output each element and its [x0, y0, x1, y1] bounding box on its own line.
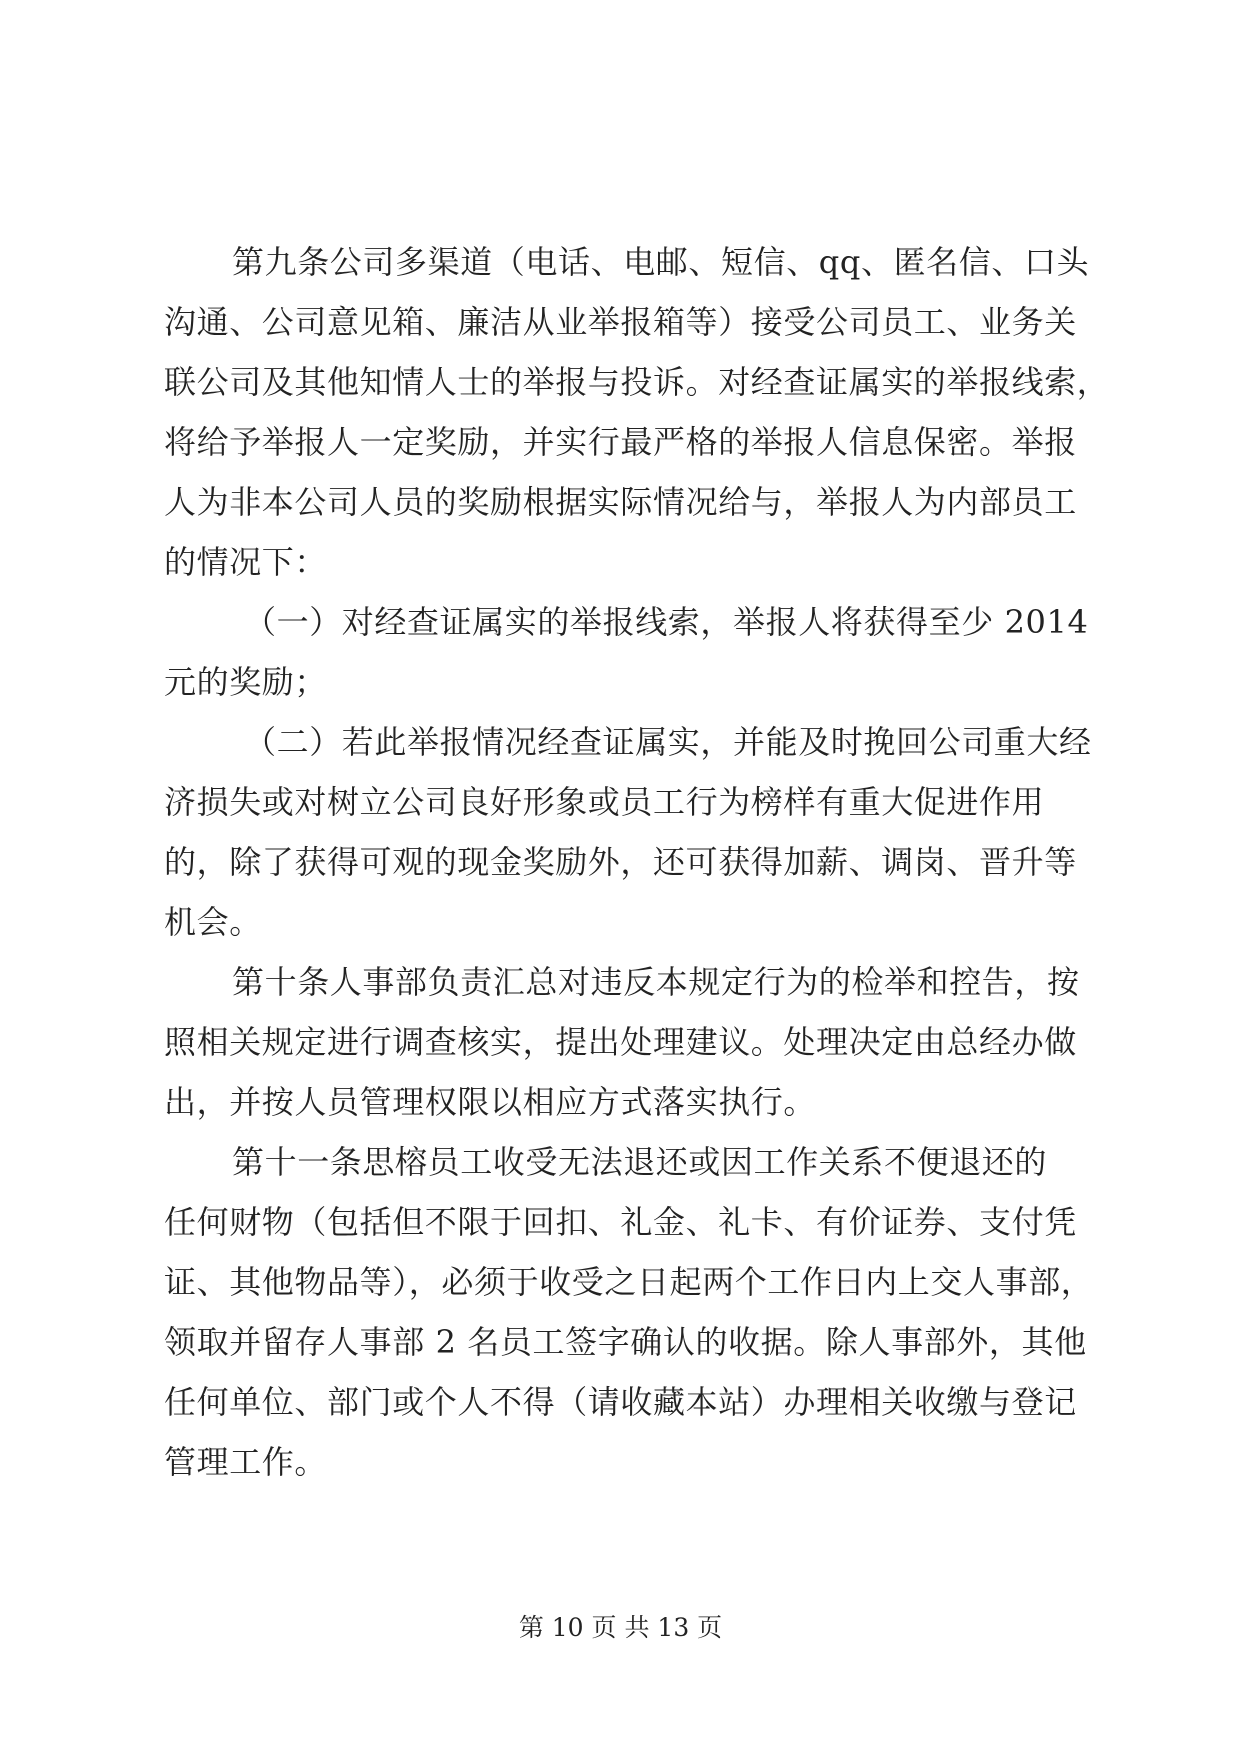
clause-1-line-2: 元的奖励；: [164, 663, 328, 701]
article-11-line-3: 证、其他物品等），必须于收受之日起两个工作日内上交人事部，: [164, 1263, 1094, 1301]
article-10-line-3: 出，并按人员管理权限以相应方式落实执行。: [164, 1083, 817, 1121]
article-9-line-5: 人为非本公司人员的奖励根据实际情况给与，举报人为内部员工: [164, 483, 1077, 521]
clause-2-line-3: 的，除了获得可观的现金奖励外，还可获得加薪、调岗、晋升等: [164, 843, 1077, 881]
article-9-line-6: 的情况下：: [164, 543, 328, 581]
clause-2-line-1: （二）若此举报情况经查证属实，并能及时挽回公司重大经: [244, 723, 1092, 761]
article-11-line-4: 领取并留存人事部 2 名员工签字确认的收据。除人事部外，其他: [164, 1323, 1087, 1361]
article-9-line-3: 联公司及其他知情人士的举报与投诉。对经查证属实的举报线索，: [164, 363, 1110, 401]
article-10-line-2: 照相关规定进行调查核实，提出处理建议。处理决定由总经办做: [164, 1023, 1077, 1061]
article-11-line-6: 管理工作。: [164, 1443, 328, 1481]
article-11-line-5: 任何单位、部门或个人不得（请收藏本站）办理相关收缴与登记: [164, 1383, 1077, 1421]
page-footer: 第 10 页 共 13 页: [518, 1613, 723, 1642]
article-9-line-2: 沟通、公司意见箱、廉洁从业举报箱等）接受公司员工、业务关: [164, 303, 1077, 341]
clause-1-line-1: （一）对经查证属实的举报线索，举报人将获得至少 2014: [244, 603, 1089, 641]
document-body: [164, 232, 1110, 1492]
article-9-line-4: 将给予举报人一定奖励，并实行最严格的举报人信息保密。举报: [164, 423, 1077, 461]
article-11-line-1: 第十一条思榕员工收受无法退还或因工作关系不便退还的: [232, 1143, 1048, 1181]
clause-2-line-2: 济损失或对树立公司良好形象或员工行为榜样有重大促进作用: [164, 783, 1045, 821]
article-9-line-1: 第九条公司多渠道（电话、电邮、短信、qq、匿名信、口头: [232, 243, 1090, 281]
clause-2-line-4: 机会。: [164, 903, 262, 941]
article-10-line-1: 第十条人事部负责汇总对违反本规定行为的检举和控告，按: [232, 963, 1080, 1001]
article-11-line-2: 任何财物（包括但不限于回扣、礼金、礼卡、有价证券、支付凭: [164, 1203, 1077, 1241]
